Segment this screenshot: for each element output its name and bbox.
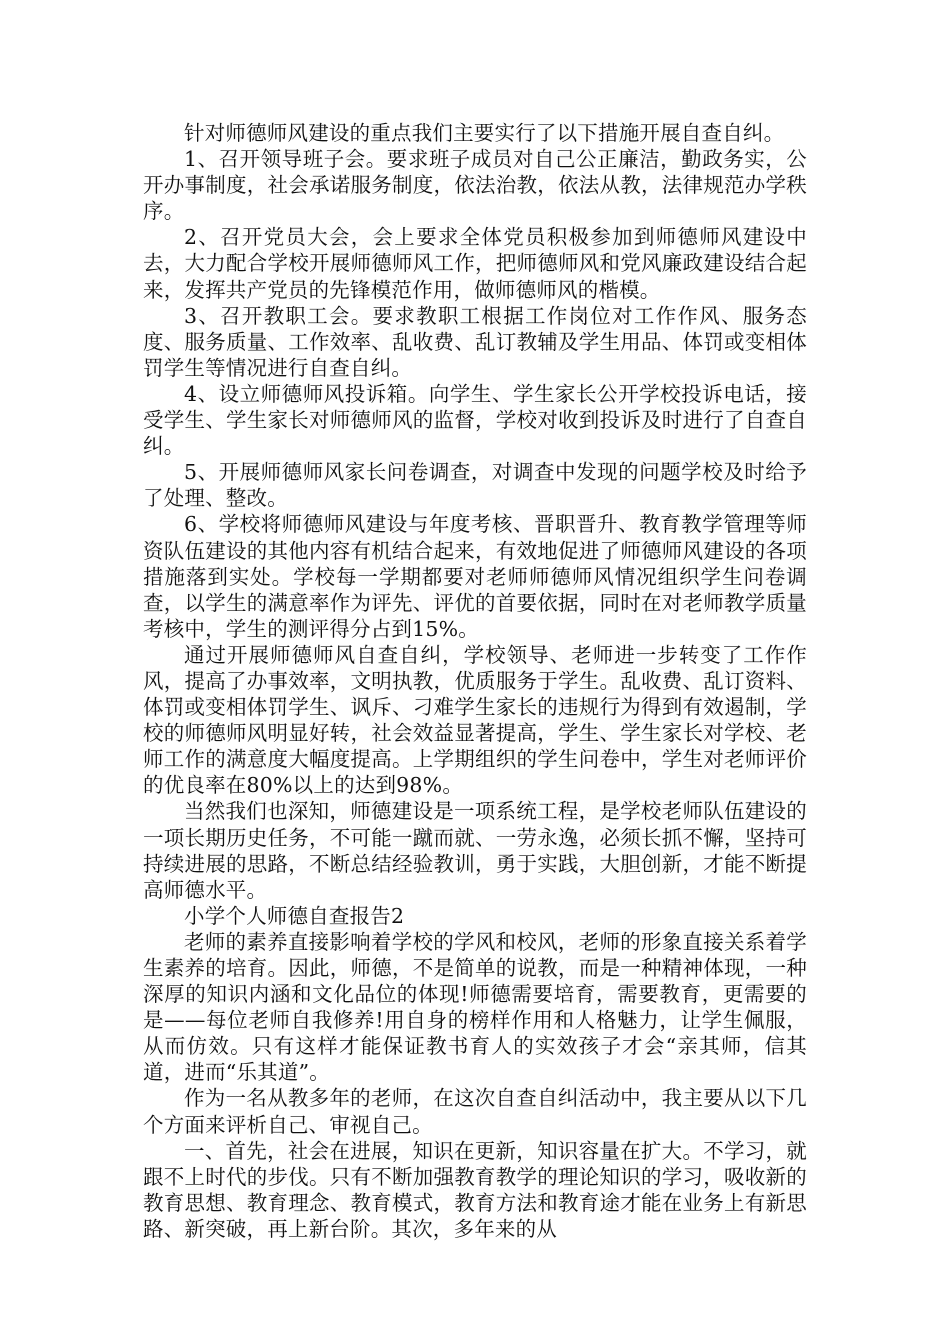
section-heading: 小学个人师德自查报告2 — [184, 903, 405, 928]
measure-item-1: 1、召开领导班子会。要求班子成员对自己公正廉洁，勤政务实，公开办事制度，社会承诺服务制度，依法治教，依法从教，法律规范办学秩序。 — [143, 147, 807, 224]
measure-item-2: 2、召开党员大会，会上要求全体党员积极参加到师德师风建设中去，大力配合学校开展师德师风工作，把师德师风和党风廉政建设结合起来，发挥共产党员的先锋模范作用，做师德师风的楷模。 — [143, 225, 807, 302]
report2-paragraph-1: 老师的素养直接影响着学校的学风和校风，老师的形象直接关系着学生素养的培育。因此，师德，不是简单的说教，而是一种精神体现，一种深厚的知识内涵和文化品位的体现!师德需要培育，需要教育，更需要的是——每位老师自我修养!用自身的榜样作用和人格魅力，让学生佩服，从而仿效。只有这样才能保证教书育人的实效孩子才会“亲其师，信其道，进而“乐其道”。 — [143, 929, 807, 1085]
measure-item-4: 4、设立师德师风投诉箱。向学生、学生家长公开学校投诉电话，接受学生、学生家长对师德师风的监督，学校对收到投诉及时进行了自查自纠。 — [143, 381, 807, 459]
results-paragraph: 通过开展师德师风自查自纠，学校领导、老师进一步转变了工作作风，提高了办事效率，文明执教，优质服务于学生。乱收费、乱订资料、体罚或变相体罚学生、讽斥、刁难学生家长的违规行为得到有效遏制，学校的师德师风明显好转，社会效益显著提高，学生、学生家长对学校、老师工作的满意度大幅度提高。上学期组织的学生问卷中，学生对老师评价的优良率在80%以上的达到98%。 — [143, 642, 807, 798]
report2-paragraph-3: 一、首先，社会在进展，知识在更新，知识容量在扩大。不学习，就跟不上时代的步伐。只有不断加强教育教学的理论知识的学习，吸收新的教育思想、教育理念、教育模式，教育方法和教育途才能在业务上有新思路、新突破，再上新台阶。其次，多年来的从 — [143, 1138, 807, 1241]
report2-paragraph-2: 作为一名从教多年的老师，在这次自查自纠活动中，我主要从以下几个方面来评析自己、审视自己。 — [143, 1086, 807, 1137]
document-body — [143, 120, 807, 1242]
measure-item-3: 3、召开教职工会。要求教职工根据工作岗位对工作作风、服务态度、服务质量、工作效率、乱收费、乱订教辅及学生用品、体罚或变相体罚学生等情况进行自查自纠。 — [143, 303, 807, 380]
conclusion-paragraph: 当然我们也深知，师德建设是一项系统工程，是学校老师队伍建设的一项长期历史任务，不可能一蹴而就、一劳永逸，必须长抓不懈，坚持可持续进展的思路，不断总结经验教训，勇于实践，大胆创新，才能不断提高师德水平。 — [143, 799, 807, 902]
measure-item-5: 5、开展师德师风家长问卷调查，对调查中发现的问题学校及时给予了处理、整改。 — [143, 460, 807, 511]
measure-item-6: 6、学校将师德师风建设与年度考核、晋职晋升、教育教学管理等师资队伍建设的其他内容有机结合起来，有效地促进了师德师风建设的各项措施落到实处。学校每一学期都要对老师师德师风情况组织学生问卷调查，以学生的满意率作为评先、评优的首要依据，同时在对老师教学质量考核中，学生的测评得分占到15%。 — [143, 512, 807, 641]
intro-paragraph: 针对师德师风建设的重点我们主要实行了以下措施开展自查自纠。 — [184, 121, 785, 145]
